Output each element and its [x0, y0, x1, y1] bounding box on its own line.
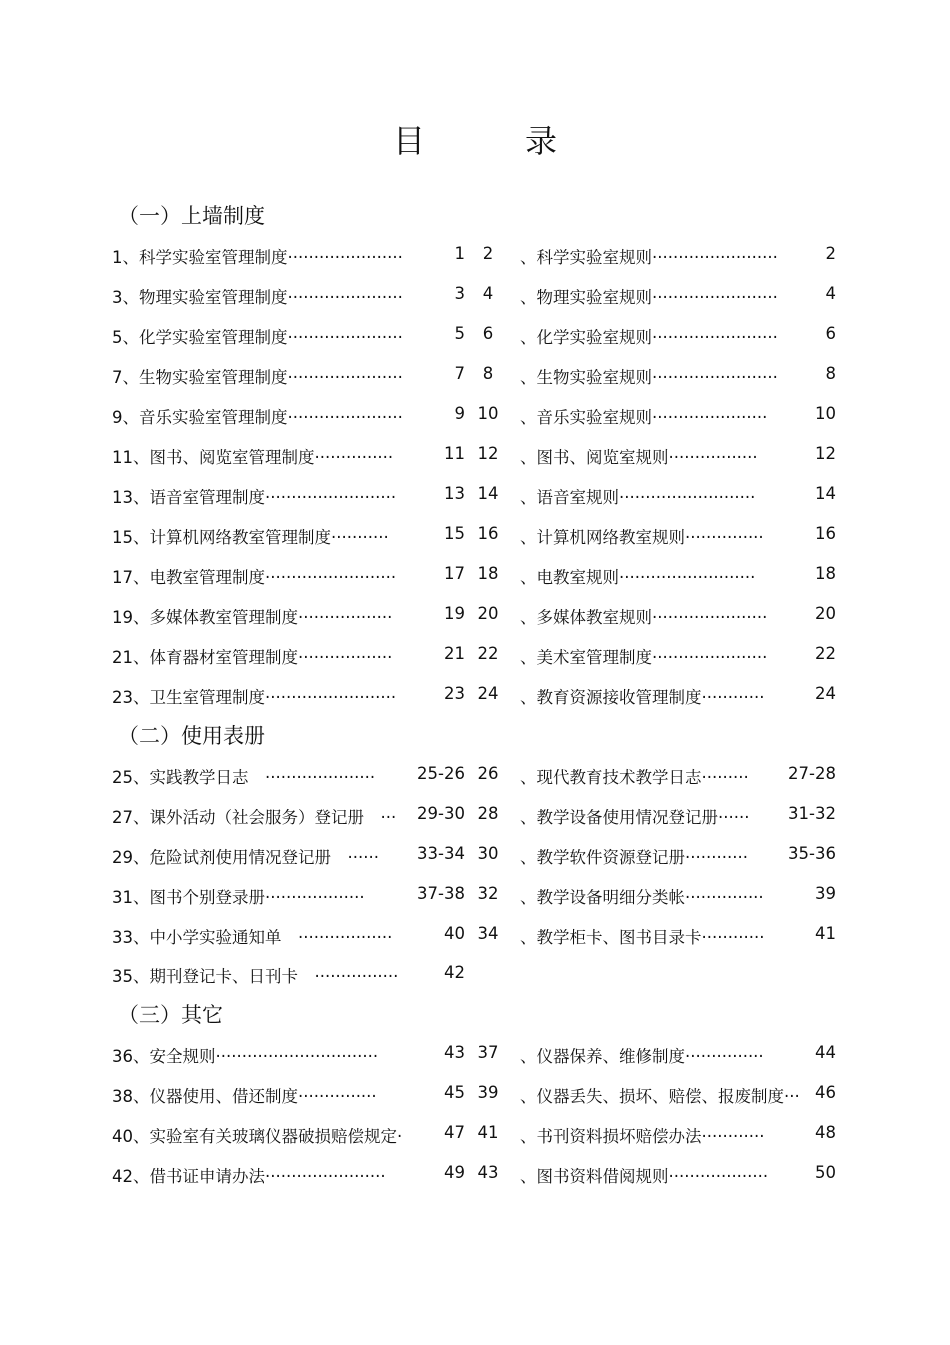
toc-row: [0, 764, 950, 788]
toc-row: [0, 804, 950, 828]
toc-row: [0, 924, 950, 948]
toc-entry-number: 32: [477, 884, 499, 903]
toc-entry-page: 4: [825, 284, 836, 303]
title-left-char: 目: [392, 122, 425, 160]
toc-entry-title: 9、音乐实验室管理制度······················: [112, 408, 403, 427]
toc-entry-title: 、教育资源接收管理制度············: [520, 688, 765, 707]
toc-entry-title: 33、中小学实验通知单 ··················: [112, 928, 393, 947]
toc-entry-page: 46: [815, 1083, 836, 1102]
toc-entry-title: 、计算机网络教室规则···············: [520, 528, 764, 547]
toc-entry-page: 18: [815, 564, 836, 583]
section-heading: （二）使用表册: [118, 724, 265, 748]
toc-entry-title: 5、化学实验室管理制度······················: [112, 328, 403, 347]
toc-entry-page: 40: [444, 924, 465, 943]
toc-row: [0, 963, 950, 987]
toc-entry-title: 23、卫生室管理制度·························: [112, 688, 397, 707]
toc-entry-page: 27-28: [788, 764, 836, 783]
toc-row: [0, 844, 950, 868]
toc-entry-page: 48: [815, 1123, 836, 1142]
toc-entry-title: 、仪器丢失、损坏、赔偿、报废制度···: [520, 1087, 800, 1106]
toc-entry-title: 11、图书、阅览室管理制度···············: [112, 448, 394, 467]
toc-entry-number: 4: [482, 284, 494, 303]
toc-entry-page: 3: [454, 284, 465, 303]
toc-entry-title: 、电教室规则··························: [520, 568, 756, 587]
toc-entry-title: 17、电教室管理制度·························: [112, 568, 397, 587]
section-heading: （三）其它: [118, 1003, 223, 1027]
toc-entry-page: 2: [825, 244, 836, 263]
toc-entry-page: 20: [815, 604, 836, 623]
toc-row: [0, 524, 950, 548]
toc-row: [0, 484, 950, 508]
toc-entry-title: 36、安全规则·······························: [112, 1047, 379, 1066]
toc-entry-page: 44: [815, 1043, 836, 1062]
toc-entry-title: 、语音室规则··························: [520, 488, 756, 507]
toc-entry-number: 12: [477, 444, 499, 463]
toc-entry-title: 27、课外活动（社会服务）登记册 ···: [112, 808, 397, 827]
toc-entry-page: 13: [444, 484, 465, 503]
toc-entry-number: 22: [477, 644, 499, 663]
toc-entry-title: 13、语音室管理制度·························: [112, 488, 397, 507]
toc-entry-title: 25、实践教学日志 ·····················: [112, 768, 376, 787]
toc-entry-number: 34: [477, 924, 499, 943]
toc-entry-page: 19: [444, 604, 465, 623]
toc-entry-page: 9: [454, 404, 465, 423]
toc-entry-page: 8: [825, 364, 836, 383]
toc-entry-number: 14: [477, 484, 499, 503]
toc-row: [0, 1123, 950, 1147]
toc-entry-page: 24: [815, 684, 836, 703]
toc-entry-number: 6: [482, 324, 494, 343]
toc-row: [0, 444, 950, 468]
toc-entry-page: 17: [444, 564, 465, 583]
toc-row: [0, 564, 950, 588]
toc-entry-page: 14: [815, 484, 836, 503]
title-right-char: 录: [525, 122, 558, 160]
toc-entry-title: 、教学软件资源登记册············: [520, 848, 748, 867]
toc-entry-title: 31、图书个别登录册···················: [112, 888, 365, 907]
toc-entry-page: 33-34: [417, 844, 465, 863]
toc-entry-title: 、科学实验室规则························: [520, 248, 778, 267]
toc-entry-page: 5: [454, 324, 465, 343]
toc-entry-title: 、音乐实验室规则······················: [520, 408, 768, 427]
toc-entry-page: 37-38: [417, 884, 465, 903]
toc-entry-page: 47: [444, 1123, 465, 1142]
toc-entry-title: 、美术室管理制度······················: [520, 648, 768, 667]
toc-entry-page: 6: [825, 324, 836, 343]
toc-entry-title: 、教学柜卡、图书目录卡············: [520, 928, 765, 947]
toc-row: [0, 884, 950, 908]
toc-entry-title: 、化学实验室规则························: [520, 328, 778, 347]
toc-entry-title: 19、多媒体教室管理制度··················: [112, 608, 393, 627]
toc-entry-title: 15、计算机网络教室管理制度···········: [112, 528, 389, 547]
toc-entry-page: 10: [815, 404, 836, 423]
toc-entry-page: 43: [444, 1043, 465, 1062]
toc-entry-title: 1、科学实验室管理制度······················: [112, 248, 403, 267]
toc-entry-number: 41: [477, 1123, 499, 1142]
toc-row: [0, 404, 950, 428]
section-heading: （一）上墙制度: [118, 204, 265, 228]
toc-entry-page: 23: [444, 684, 465, 703]
toc-entry-page: 21: [444, 644, 465, 663]
toc-entry-page: 31-32: [788, 804, 836, 823]
toc-entry-number: 26: [477, 764, 499, 783]
toc-entry-page: 35-36: [788, 844, 836, 863]
toc-entry-title: 、仪器保养、维修制度···············: [520, 1047, 764, 1066]
toc-entry-number: 24: [477, 684, 499, 703]
toc-entry-number: 30: [477, 844, 499, 863]
toc-entry-title: 、物理实验室规则························: [520, 288, 778, 307]
toc-entry-title: 42、借书证申请办法·······················: [112, 1167, 386, 1186]
toc-entry-title: 7、生物实验室管理制度······················: [112, 368, 403, 387]
toc-entry-title: 、教学设备使用情况登记册······: [520, 808, 750, 827]
toc-entry-page: 29-30: [417, 804, 465, 823]
toc-entry-page: 50: [815, 1163, 836, 1182]
toc-entry-title: 、书刊资料损坏赔偿办法············: [520, 1127, 765, 1146]
toc-row: [0, 364, 950, 388]
toc-entry-number: 37: [477, 1043, 499, 1062]
toc-entry-title: 、教学设备明细分类帐···············: [520, 888, 764, 907]
toc-row: [0, 684, 950, 708]
toc-entry-title: 29、危险试剂使用情况登记册 ······: [112, 848, 379, 867]
toc-entry-page: 25-26: [417, 764, 465, 783]
toc-entry-page: 39: [815, 884, 836, 903]
toc-entry-page: 42: [444, 963, 465, 982]
toc-entry-title: 35、期刊登记卡、日刊卡 ················: [112, 967, 399, 986]
toc-entry-number: 39: [477, 1083, 499, 1102]
toc-entry-number: 16: [477, 524, 499, 543]
toc-entry-title: 、图书、阅览室规则·················: [520, 448, 758, 467]
toc-row: [0, 1163, 950, 1187]
toc-entry-title: 、图书资料借阅规则···················: [520, 1167, 769, 1186]
toc-entry-number: 8: [482, 364, 494, 383]
toc-entry-title: 、现代教育技术教学日志·········: [520, 768, 749, 787]
toc-entry-page: 11: [444, 444, 465, 463]
toc-entry-page: 16: [815, 524, 836, 543]
toc-entry-title: 21、体育器材室管理制度··················: [112, 648, 393, 667]
toc-entry-title: 、生物实验室规则························: [520, 368, 778, 387]
toc-entry-number: 43: [477, 1163, 499, 1182]
toc-entry-page: 22: [815, 644, 836, 663]
toc-entry-title: 38、仪器使用、借还制度···············: [112, 1087, 377, 1106]
toc-entry-page: 12: [815, 444, 836, 463]
toc-row: [0, 1083, 950, 1107]
toc-row: [0, 644, 950, 668]
toc-entry-number: 18: [477, 564, 499, 583]
toc-row: [0, 324, 950, 348]
toc-entry-number: 2: [482, 244, 494, 263]
toc-entry-title: 40、实验室有关玻璃仪器破损赔偿规定·: [112, 1127, 403, 1146]
toc-entry-page: 7: [454, 364, 465, 383]
toc-entry-page: 49: [444, 1163, 465, 1182]
toc-entry-page: 1: [454, 244, 465, 263]
page-title: [0, 116, 950, 162]
toc-entry-title: 、多媒体教室规则······················: [520, 608, 768, 627]
toc-row: [0, 604, 950, 628]
toc-row: [0, 284, 950, 308]
toc-entry-title: 3、物理实验室管理制度······················: [112, 288, 403, 307]
toc-row: [0, 1043, 950, 1067]
toc-row: [0, 244, 950, 268]
toc-entry-page: 15: [444, 524, 465, 543]
toc-entry-page: 41: [815, 924, 836, 943]
toc-entry-number: 20: [477, 604, 499, 623]
toc-entry-number: 10: [477, 404, 499, 423]
toc-entry-page: 45: [444, 1083, 465, 1102]
toc-entry-number: 28: [477, 804, 499, 823]
